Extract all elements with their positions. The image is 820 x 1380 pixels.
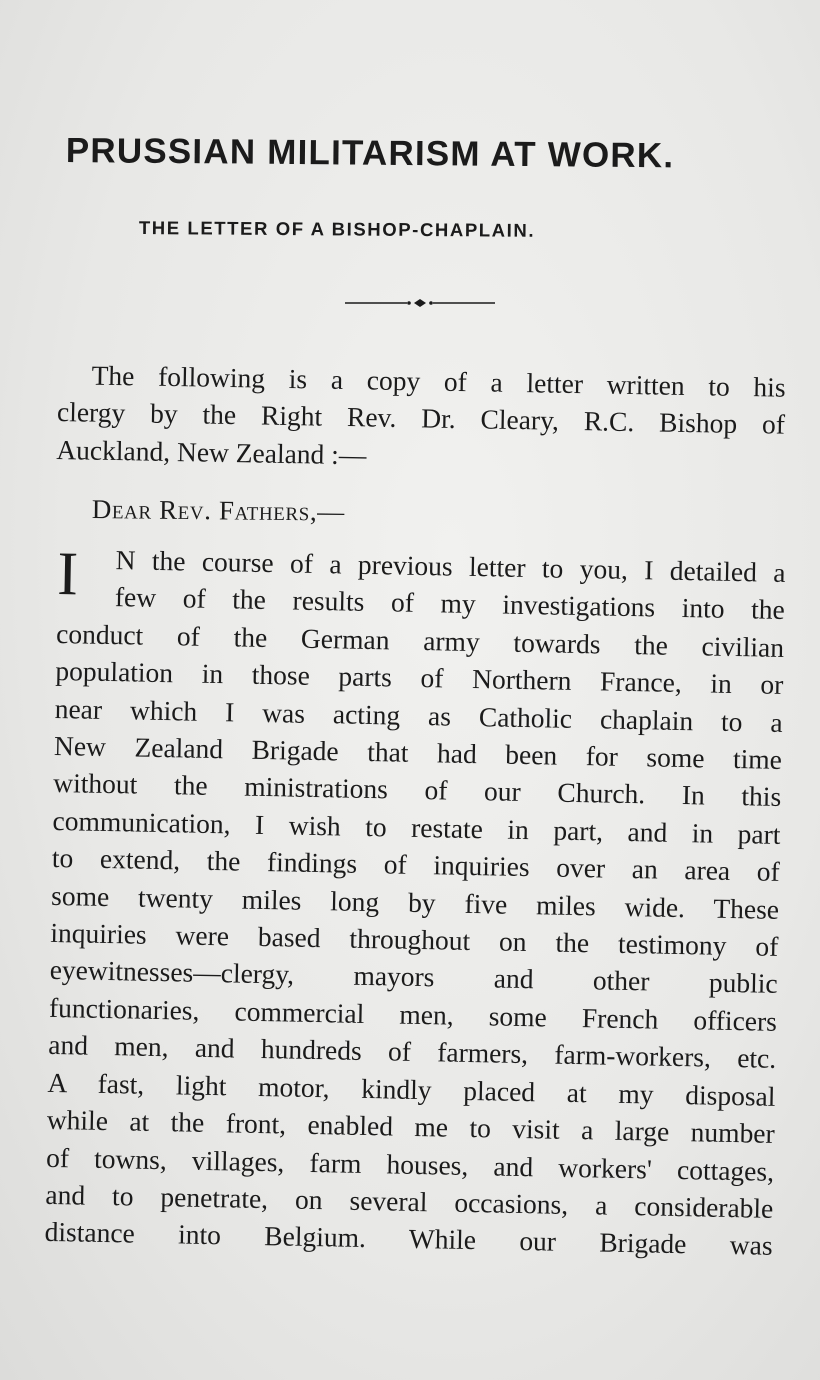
ornament-divider [345, 293, 495, 313]
intro-line: Auckland, New Zealand :— [56, 433, 367, 471]
letter-line: few of the results of my investigations into the [114, 581, 786, 626]
intro-paragraph [56, 356, 786, 481]
letter-line: inquiries were based throughout on the testimony of [50, 916, 779, 962]
drop-cap: I [56, 540, 79, 609]
letter-line: of towns, villages, farm houses, and workers' cottages, [45, 1141, 775, 1187]
letter-line: New Zealand Brigade that had been for some time [53, 729, 783, 775]
letter-line: to extend, the findings of inquiries over an area of [51, 842, 781, 888]
letter-line: and men, and hundreds of farmers, farm-workers, etc. [48, 1029, 777, 1075]
letter-line: communication, I wish to restate in part, and in part [52, 804, 781, 850]
letter-line: functionaries, commercial men, some French officers [48, 991, 778, 1037]
salutation: Dear Rev. Fathers,— [91, 494, 346, 527]
letter-line: near which I was acting as Catholic chaplain to a [54, 692, 783, 738]
letter-line: A fast, light motor, kindly placed at my disposal [47, 1066, 776, 1112]
letter-line: while at the front, enabled me to visit a large number [46, 1103, 776, 1149]
intro-line: clergy by the Right Rev. Dr. Cleary, R.C. Bishop of [56, 396, 786, 441]
letter-line: eyewitnesses—clergy, mayors and other public [49, 954, 778, 1000]
page-title: PRUSSIAN MILITARISM AT WORK. [65, 131, 675, 176]
intro-line: The following is a copy of a letter written to his [91, 359, 786, 403]
letter-line: distance into Belgium. While our Brigade was [44, 1216, 773, 1262]
page-subtitle: THE LETTER OF A BISHOP-CHAPLAIN. [138, 217, 536, 241]
letter-line: N the course of a previous letter to you, I detailed a [115, 544, 786, 588]
letter-line: and to penetrate, on several occasions, a considerable [45, 1178, 774, 1224]
letter-line: population in those parts of Northern France, in or [55, 655, 784, 701]
letter-line: conduct of the German army towards the civilian [55, 617, 785, 663]
letter-line: without the ministrations of our Church. In this [53, 767, 782, 813]
letter-paragraph [44, 540, 786, 1265]
letter-line: some twenty miles long by five miles wide. These [50, 879, 780, 925]
